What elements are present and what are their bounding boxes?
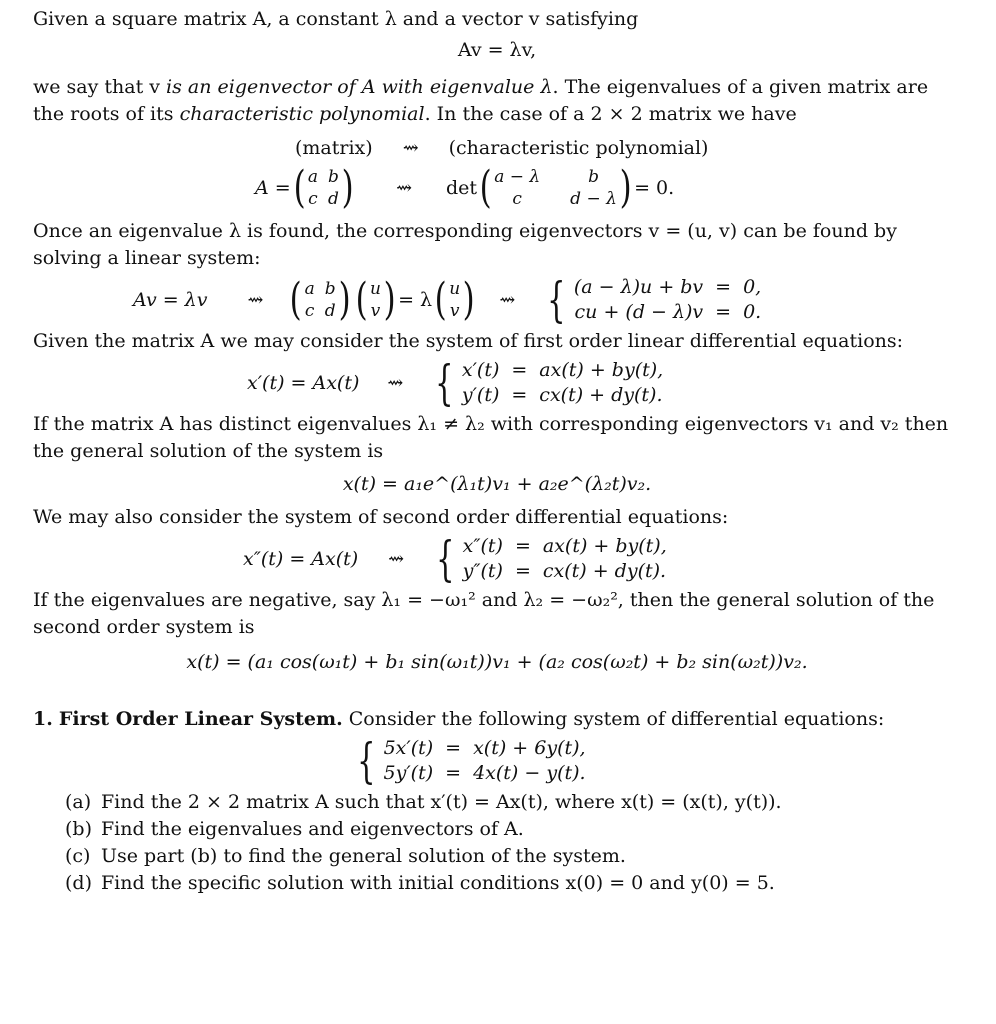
- problem-title: First Order Linear System.: [58, 708, 343, 730]
- linear-system-row: Av = λv ⇝ ( a b c d ) ( u v ) = λ ( u v ) ⇝ { (a − λ)u + bv = 0, cu + (d − λ)v = 0.: [133, 272, 762, 328]
- heading-matrix: (matrix): [295, 136, 373, 159]
- linear-system-equations: (a − λ)u + bv = 0, cu + (d − λ)v = 0.: [573, 276, 762, 323]
- first-order-equations: x′(t) = ax(t) + by(t), y′(t) = cx(t) + dy(t).: [461, 359, 664, 406]
- part-c: (c) Use part (b) to find the general solution of the system.: [65, 845, 626, 867]
- eigen-equation: Av = λv,: [457, 39, 537, 61]
- arrow-icon: ⇝: [387, 371, 404, 394]
- arrow-icon: ⇝: [499, 288, 516, 311]
- general-solution-second-order: x(t) = (a₁ cos(ω₁t) + b₁ sin(ω₁t))v₁ + (a₂ cos(ω₂t) + b₂ sin(ω₂t))v₂.: [186, 651, 808, 673]
- part-b: (b) Find the eigenvalues and eigenvectors of A.: [65, 818, 524, 840]
- first-order-lhs: x′(t) = Ax(t): [247, 371, 360, 394]
- part-a: (a) Find the 2 × 2 matrix A such that x′(t) = Ax(t), where x(t) = (x(t), y(t)).: [65, 791, 782, 813]
- arrow-icon: ⇝: [402, 136, 419, 159]
- arrow-icon: ⇝: [396, 176, 412, 199]
- intro-paragraph-1: Given a square matrix A, a constant λ and a vector v satisfying: [33, 8, 639, 30]
- intro-paragraph-4: Given the matrix A we may consider the system of first order linear differential equations:: [33, 330, 904, 352]
- equals-lambda: = λ: [398, 288, 433, 311]
- first-order-system-row: x′(t) = Ax(t) ⇝ { x′(t) = ax(t) + by(t), y′(t) = cx(t) + dy(t).: [247, 355, 664, 411]
- term-characteristic-polynomial: characteristic polynomial: [179, 103, 425, 125]
- second-order-system-row: x″(t) = Ax(t) ⇝ { x″(t) = ax(t) + by(t), y″(t) = cx(t) + dy(t).: [243, 531, 667, 587]
- problem-intro: Consider the following system of differential equations:: [348, 708, 885, 730]
- matrix-heading-row: [33, 134, 961, 162]
- problem-system-equations: 5x′(t) = x(t) + 6y(t), 5y′(t) = 4x(t) − y(t).: [383, 737, 586, 784]
- problem-system-row: { 5x′(t) = x(t) + 6y(t), 5y′(t) = 4x(t) − y(t).: [357, 733, 586, 789]
- intro-paragraph-7: If the eigenvalues are negative, say λ₁ = −ω₁² and λ₂ = −ω₂², then the general solution of the second order system is: [33, 589, 935, 638]
- vector-uv: ( u v ): [434, 274, 475, 325]
- matrix-a-label: A =: [255, 176, 291, 199]
- page: [33, 6, 961, 897]
- intro-paragraph-5: If the matrix A has distinct eigenvalues λ₁ ≠ λ₂ with corresponding eigenvectors v₁ and v₂ then the general solution of the system is: [33, 413, 949, 462]
- intro-paragraph-2: we say that v is an eigenvector of A with eigenvalue λ. The eigenvalues of a given matrix are the roots of its characteristic polynomial. In the case of a 2 × 2 matrix we have: [33, 76, 929, 125]
- matrix-to-polynomial-row: [33, 162, 961, 214]
- problem-1-heading: [33, 706, 961, 733]
- second-order-equations: x″(t) = ax(t) + by(t), y″(t) = cx(t) + dy(t).: [462, 535, 667, 582]
- det-label: det: [445, 176, 478, 199]
- problem-number: 1.: [33, 708, 53, 730]
- second-order-lhs: x″(t) = Ax(t): [243, 547, 359, 570]
- eigen-equation-inline: Av = λv: [133, 288, 208, 311]
- problem-parts: [65, 789, 961, 897]
- intro-paragraph-6: We may also consider the system of second order differential equations:: [33, 506, 729, 528]
- matrix-abcd-times-vector: ( a b c d ) ( u v ): [289, 274, 396, 325]
- part-d: (d) Find the specific solution with initial conditions x(0) = 0 and y(0) = 5.: [65, 872, 775, 894]
- intro-paragraph-3: Once an eigenvalue λ is found, the corresponding eigenvectors v = (u, v) can be found by solving a linear system:: [33, 220, 897, 269]
- matrix-abcd: ( a b c d ): [293, 162, 354, 213]
- arrow-icon: ⇝: [247, 288, 264, 311]
- general-solution-first-order: x(t) = a₁e^(λ₁t)v₁ + a₂e^(λ₂t)v₂.: [342, 473, 652, 495]
- definition-italic: is an eigenvector of A with eigenvalue λ: [166, 76, 553, 98]
- equals-zero: = 0.: [634, 176, 675, 199]
- arrow-icon: ⇝: [388, 547, 405, 570]
- heading-char-poly: (characteristic polynomial): [448, 136, 709, 159]
- matrix-a-minus-lambda: ( a − λ b c d − λ ): [479, 162, 632, 213]
